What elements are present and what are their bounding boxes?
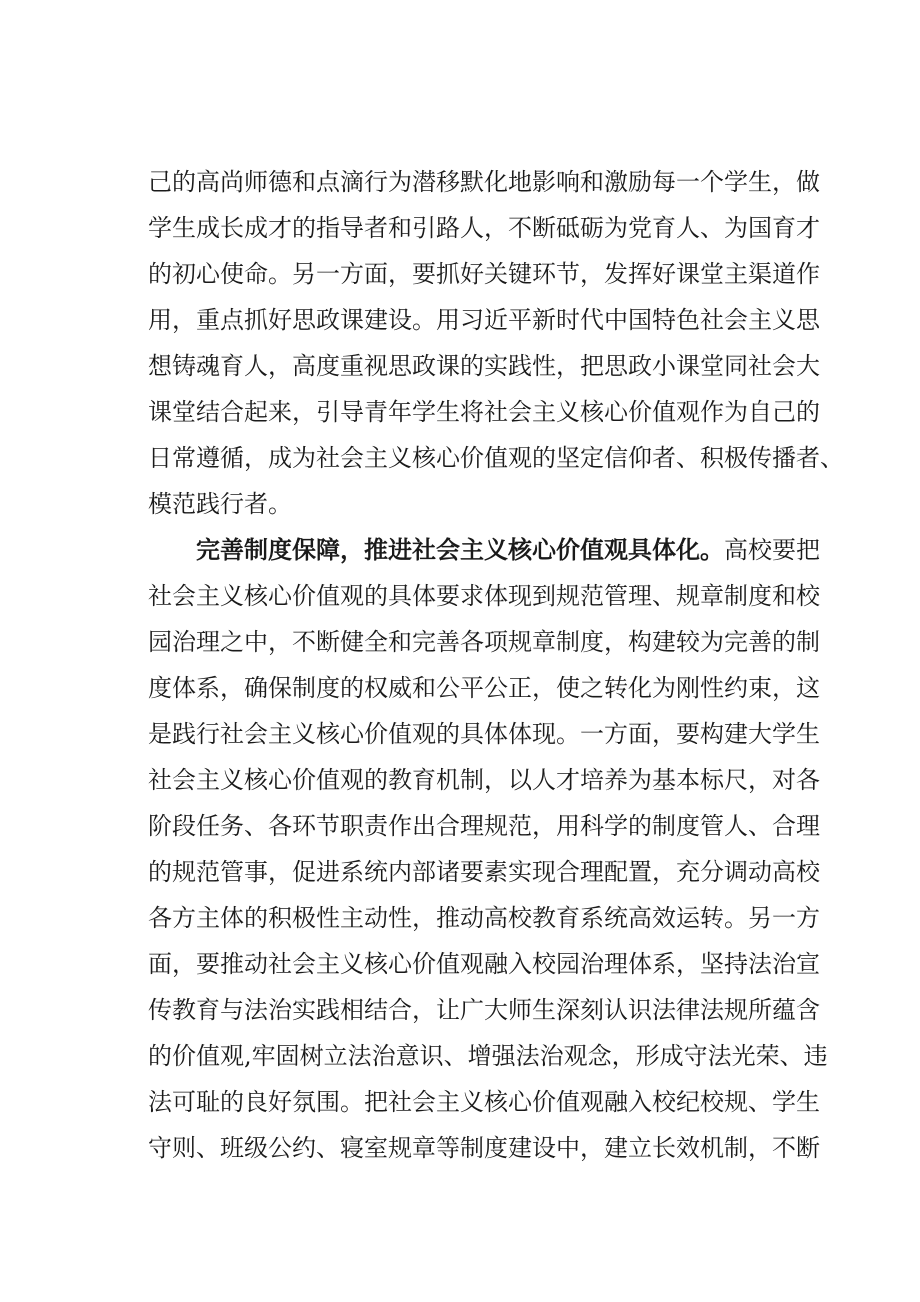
text-line: 学生成长成才的指导者和引路人，不断砥砺为党育人、为国育才 — [148, 214, 820, 242]
text-line: 是践行社会主义核心价值观的具体体现。一方面，要构建大学生 — [148, 720, 820, 748]
text-line: 用，重点抓好思政课建设。用习近平新时代中国特色社会主义思 — [148, 306, 820, 334]
text-line: 日常遵循，成为社会主义核心价值观的坚定信仰者、积极传播者、 — [148, 444, 844, 472]
paragraph-heading: 完善制度保障，推进社会主义核心价值观具体化。 — [196, 535, 724, 564]
text-line: 各方主体的积极性主动性，推动高校教育系统高效运转。另一方 — [148, 904, 820, 932]
text-line: 园治理之中，不断健全和完善各项规章制度，构建较为完善的制 — [148, 628, 820, 656]
paragraph-first-line-rest: 高校要把 — [724, 536, 820, 564]
text-line: 模范践行者。 — [148, 490, 292, 518]
text-line: 社会主义核心价值观的教育机制，以人才培养为基本标尺，对各 — [148, 766, 820, 794]
text-line: 面，要推动社会主义核心价值观融入校园治理体系，坚持法治宣 — [148, 950, 820, 978]
text-line: 课堂结合起来，引导青年学生将社会主义核心价值观作为自己的 — [148, 398, 820, 426]
text-line: 法可耻的良好氛围。把社会主义核心价值观融入校纪校规、学生 — [148, 1088, 820, 1116]
text-line: 阶段任务、各环节职责作出合理规范，用科学的制度管人、合理 — [148, 812, 820, 840]
text-line: 守则、班级公约、寝室规章等制度建设中，建立长效机制，不断 — [148, 1134, 820, 1162]
text-line: 社会主义核心价值观的具体要求体现到规范管理、规章制度和校 — [148, 582, 820, 610]
paragraph-first-line — [196, 528, 820, 572]
text-line: 传教育与法治实践相结合，让广大师生深刻认识法律法规所蕴含 — [148, 996, 820, 1024]
text-line: 的价值观,牢固树立法治意识、增强法治观念，形成守法光荣、违 — [148, 1042, 828, 1070]
text-line: 想铸魂育人，高度重视思政课的实践性，把思政小课堂同社会大 — [148, 352, 820, 380]
text-line: 的规范管事，促进系统内部诸要素实现合理配置，充分调动高校 — [148, 858, 820, 886]
text-line: 度体系，确保制度的权威和公平公正，使之转化为刚性约束，这 — [148, 674, 820, 702]
text-line: 的初心使命。另一方面，要抓好关键环节，发挥好课堂主渠道作 — [148, 260, 820, 288]
text-line: 己的高尚师德和点滴行为潜移默化地影响和激励每一个学生，做 — [148, 168, 820, 196]
